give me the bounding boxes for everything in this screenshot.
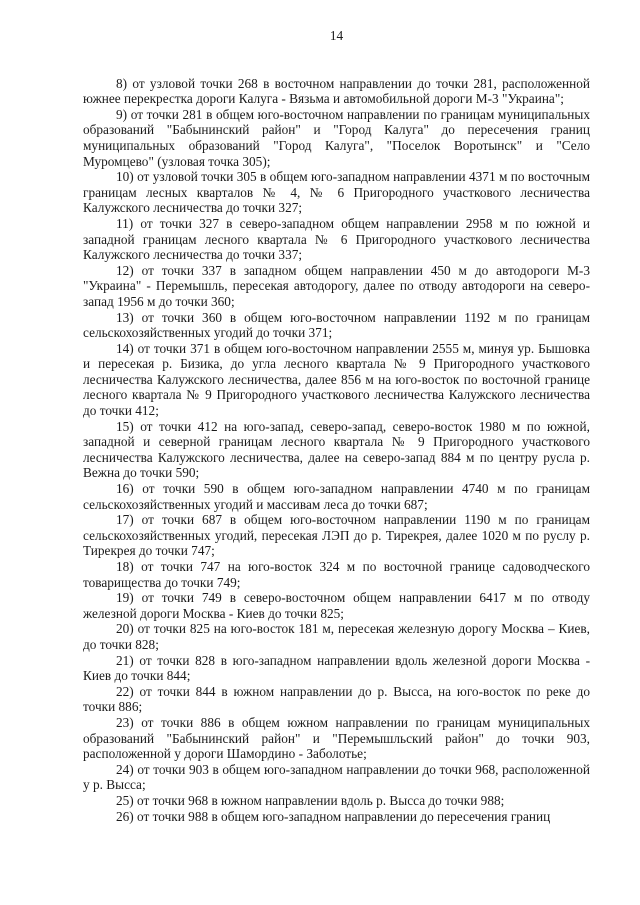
paragraph-25: 25) от точки 968 в южном направлении вдоль р. Высса до точки 988; bbox=[116, 792, 505, 808]
document-body bbox=[83, 76, 590, 825]
paragraph-8: 8) от узловой точки 268 в восточном направлении до точки 281, расположенной южнее перекрестка дороги Калуга - Вязьма и автомобильной дороги М-3 "Украина"; bbox=[83, 75, 590, 107]
paragraph-24: 24) от точки 903 в общем юго-западном направлении до точки 968, расположенной у р. Высса; bbox=[83, 761, 590, 793]
paragraph-10: 10) от узловой точки 305 в общем юго-западном направлении 4371 м по восточным границам лесных кварталов № 4, № 6 Пригородного участкового лесничества Калужского лесничества до точки 327; bbox=[83, 169, 590, 216]
paragraph-9: 9) от точки 281 в общем юго-восточном направлении по границам муниципальных образований "Бабынинский район" и "Город Калуга" до пересечения границ муниципальных образований "Город Калуга", "Поселок Воротынск" и "Село Муромцево" (узловая точка 305); bbox=[83, 106, 590, 169]
paragraph-14: 14) от точки 371 в общем юго-восточном направлении 2555 м, минуя ур. Бышовка и пересекая р. Бизика, до угла лесного квартала № 9 Пригородного участкового лесничества Калужского лесничества, далее 856 м на юго-восток по восточной границе лесного квартала № 9 Пригородного участкового лесничества Калужского лесничества до точки 412; bbox=[83, 340, 590, 419]
paragraph-26: 26) от точки 988 в общем юго-западном направлении до пересечения границ bbox=[116, 808, 551, 824]
paragraph-18: 18) от точки 747 на юго-восток 324 м по восточной границе садоводческого товарищества до точки 749; bbox=[83, 559, 590, 590]
paragraph-21: 21) от точки 828 в юго-западном направлении вдоль железной дороги Москва - Киев до точки 844; bbox=[83, 652, 590, 684]
paragraph-20: 20) от точки 825 на юго-восток 181 м, пересекая железную дорогу Москва – Киев, до точки 828; bbox=[83, 621, 590, 652]
paragraph-12: 12) от точки 337 в западном общем направлении 450 м до автодороги М-3 "Украина" - Перемышль, пересекая автодорогу, далее по отводу автодороги на северо-запад 1956 м до точки 360; bbox=[83, 262, 590, 309]
paragraph-13: 13) от точки 360 в общем юго-восточном направлении 1192 м по границам сельскохозяйственных угодий до точки 371; bbox=[83, 309, 590, 341]
paragraph-15: 15) от точки 412 на юго-запад, северо-запад, северо-восток 1980 м по южной, западной и северной границам лесного квартала № 9 Пригородного участкового лесничества Калужского лесничества, далее на северо-запад 884 м по центру русла р. Вежна до точки 590; bbox=[83, 418, 590, 481]
paragraph-16: 16) от точки 590 в общем юго-западном направлении 4740 м по границам сельскохозяйственных угодий и массивам леса до точки 687; bbox=[83, 481, 590, 512]
paragraph-19: 19) от точки 749 в северо-восточном общем направлении 6417 м по отводу железной дороги Москва - Киев до точки 825; bbox=[83, 590, 590, 621]
paragraph-23: 23) от точки 886 в общем южном направлении по границам муниципальных образований "Бабынинский район" и "Перемышльский район" до точки 903, расположенной у дороги Шамордино - Заболотье; bbox=[83, 714, 590, 762]
paragraph-22: 22) от точки 844 в южном направлении до р. Высса, на юго-восток по реке до точки 886; bbox=[83, 683, 590, 715]
page-number: 14 bbox=[329, 28, 344, 43]
paragraph-17: 17) от точки 687 в общем юго-восточном направлении 1190 м по границам сельскохозяйственных угодий, пересекая ЛЭП до р. Тирекрея, далее 1020 м по руслу р. Тирекрея до точки 747; bbox=[83, 512, 590, 559]
paragraph-11: 11) от точки 327 в северо-западном общем направлении 2958 м по южной и западной границам лесного квартала № 6 Пригородного участкового лесничества Калужского лесничества до точки 337; bbox=[83, 215, 590, 263]
